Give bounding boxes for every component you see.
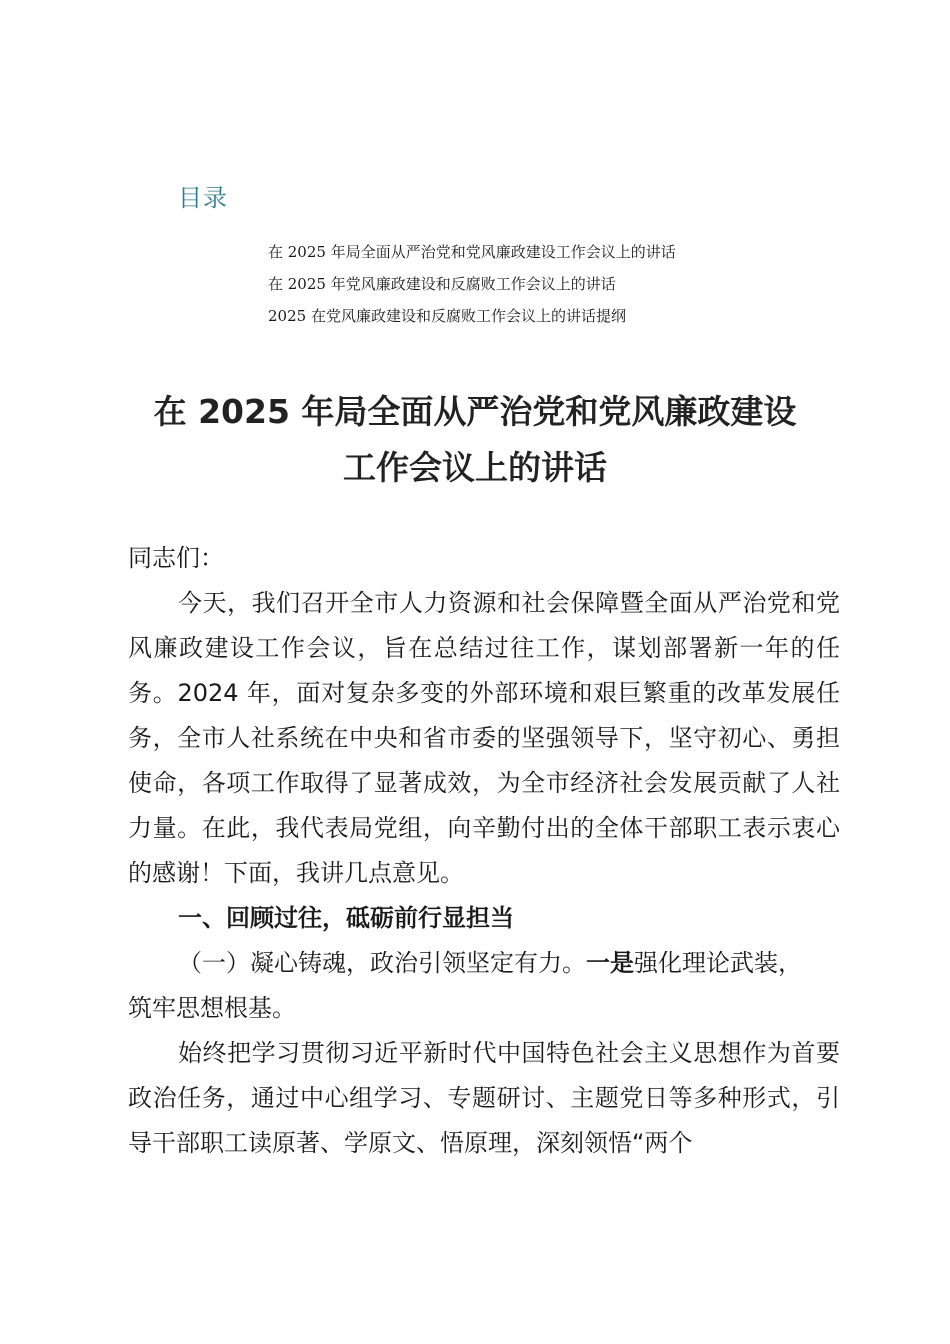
toc-item[interactable]: 在 2025 年局全面从严治党和党风廉政建设工作会议上的讲话 bbox=[268, 243, 676, 261]
document-body bbox=[128, 536, 840, 1166]
toc-item[interactable]: 在 2025 年党风廉政建设和反腐败工作会议上的讲话 bbox=[268, 275, 616, 293]
subsection-prefix: （一）凝心铸魂，政治引领坚定有力。 bbox=[178, 949, 586, 977]
toc-list bbox=[268, 236, 676, 332]
subsection-1 bbox=[128, 941, 840, 986]
title-line-2: 工作会议上的讲话 bbox=[343, 448, 607, 487]
section-heading-1: 一、回顾过往，砥砺前行显担当 bbox=[178, 904, 514, 932]
toc-heading: 目录 bbox=[178, 184, 228, 212]
salutation: 同志们： bbox=[128, 544, 224, 572]
paragraph-theory: 始终把学习贯彻习近平新时代中国特色社会主义思想作为首要政治任务，通过中心组学习、专题研讨、主题党日等多种形式，引导干部职工读原著、学原文、悟原理，深刻领悟“两个 bbox=[128, 1039, 840, 1157]
toc-item[interactable]: 2025 在党风廉政建设和反腐败工作会议上的讲话提纲 bbox=[268, 307, 626, 325]
title-line-1: 在 2025 年局全面从严治党和党风廉政建设 bbox=[153, 392, 797, 431]
subsection-continuation: 筑牢思想根基。 bbox=[128, 994, 296, 1022]
paragraph-intro: 今天，我们召开全市人力资源和社会保障暨全面从严治党和党风廉政建设工作会议，旨在总结过往工作，谋划部署新一年的任务。2024 年，面对复杂多变的外部环境和艰巨繁重的改革发展任务，全市人社系统在中央和省市委的坚强领导下，坚守初心、勇担使命，各项工作取得了显著成效，为全市经济社会发展贡献了人社力量。在此，我代表局党组，向辛勤付出的全体干部职工表示衷心的感谢！下面，我讲几点意见。 bbox=[128, 589, 840, 887]
document-title bbox=[0, 384, 950, 496]
subsection-rest: 强化理论武装， bbox=[634, 949, 802, 977]
subsection-emphasis: 一是 bbox=[586, 949, 634, 977]
